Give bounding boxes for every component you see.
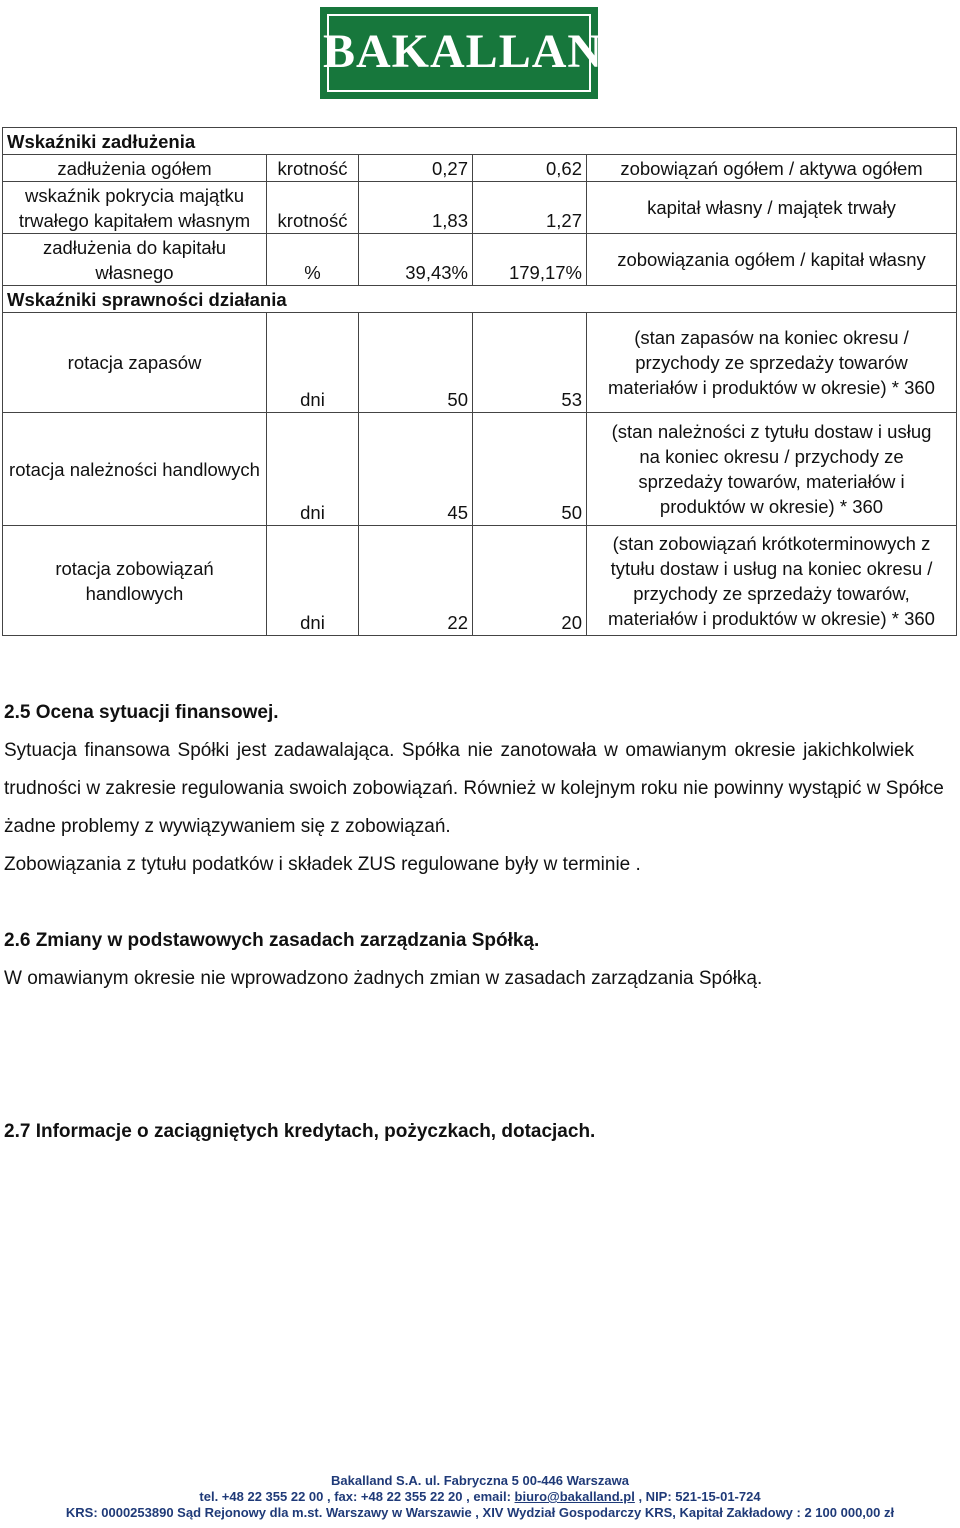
indicator-formula bbox=[587, 413, 957, 526]
logo-text: BAKALLAND bbox=[323, 25, 639, 78]
indicator-value-2: 53 bbox=[473, 313, 587, 413]
section-2-6-text: W omawianym okresie nie wprowadzono żadnych zmian w zasadach zarządzania Spółką. bbox=[4, 968, 763, 989]
indicator-unit: dni bbox=[267, 413, 359, 526]
table-row bbox=[3, 313, 957, 413]
indicators-table bbox=[2, 127, 957, 636]
indicator-value-2: 20 bbox=[473, 526, 587, 636]
indicator-name bbox=[3, 526, 267, 636]
indicator-name-line: własnego bbox=[95, 262, 174, 283]
indicator-name bbox=[3, 182, 267, 234]
section-2-5-line: żadne problemy z wywiązywaniem się z zobowiązań. bbox=[4, 816, 451, 837]
indicator-value-1: 0,27 bbox=[359, 155, 473, 182]
table-row bbox=[3, 234, 957, 286]
formula-line: na koniec okresu / przychody ze bbox=[639, 446, 904, 467]
indicator-formula: zobowiązania ogółem / kapitał własny bbox=[587, 234, 957, 286]
indicator-name-line: trwałego kapitałem własnym bbox=[18, 210, 251, 231]
table-row bbox=[3, 182, 957, 234]
footer-contact-text: tel. +48 22 355 22 00 , fax: +48 22 355 22 20 , email: bbox=[199, 1489, 515, 1504]
section-2-5-line: trudności w zakresie regulowania swoich zobowiązań. Również w kolejnym roku nie powinny wystąpić w Spółce bbox=[4, 778, 944, 799]
formula-line: materiałów i produktów w okresie) * 360 bbox=[608, 607, 935, 629]
indicator-name: rotacja należności handlowych bbox=[3, 413, 267, 526]
formula-line: produktów w okresie) * 360 bbox=[659, 496, 884, 517]
formula-line: materiałów i produktów w okresie) * 360 bbox=[608, 377, 935, 398]
indicator-value-2: 0,62 bbox=[473, 155, 587, 182]
formula-line: przychody ze sprzedaży towarów, bbox=[633, 582, 910, 604]
indicator-value-1: 1,83 bbox=[359, 182, 473, 234]
indicator-value-1: 45 bbox=[359, 413, 473, 526]
footer-registry: KRS: 0000253890 Sąd Rejonowy dla m.st. Warszawy w Warszawie , XIV Wydział Gospodarczy KRS, Kapitał Zakładowy : 2 100 000,00 zł bbox=[65, 1505, 895, 1520]
table-row bbox=[3, 413, 957, 526]
indicator-name bbox=[3, 234, 267, 286]
indicator-formula: kapitał własny / majątek trwały bbox=[587, 182, 957, 234]
indicator-value-1: 39,43% bbox=[359, 234, 473, 286]
section-2-5-line: Sytuacja finansowa Spółki jest zadawalająca. Spółka nie zanotowała w omawianym okresie jakichkolwiek bbox=[4, 740, 914, 761]
footer-contact bbox=[0, 1489, 960, 1504]
indicator-formula: zobowiązań ogółem / aktywa ogółem bbox=[587, 155, 957, 182]
indicator-unit: dni bbox=[267, 526, 359, 636]
formula-line: przychody ze sprzedaży towarów bbox=[635, 352, 908, 373]
indicator-unit: krotność bbox=[267, 155, 359, 182]
footer-nip-text: , NIP: 521-15-01-724 bbox=[634, 1489, 761, 1504]
indicator-name-line: wskaźnik pokrycia majątku bbox=[25, 185, 244, 206]
indicator-unit: % bbox=[267, 234, 359, 286]
section-2-7-heading: 2.7 Informacje o zaciągniętych kredytach, pożyczkach, dotacjach. bbox=[4, 1121, 596, 1142]
bakalland-logo bbox=[320, 7, 639, 99]
section-efficiency-title: Wskaźniki sprawności działania bbox=[3, 286, 957, 313]
section-2-5-line: Zobowiązania z tytułu podatków i składek ZUS regulowane były w terminie . bbox=[4, 854, 641, 875]
indicator-formula bbox=[587, 526, 957, 636]
formula-line: tytułu dostaw i usług na koniec okresu / bbox=[610, 557, 933, 579]
footer-email-link[interactable]: biuro@bakalland.pl bbox=[514, 1489, 635, 1504]
formula-line: (stan zapasów na koniec okresu / bbox=[634, 327, 909, 348]
indicator-name-line: rotacja zobowiązań bbox=[55, 557, 214, 579]
table-row bbox=[3, 526, 957, 636]
indicator-formula bbox=[587, 313, 957, 413]
formula-line: (stan zobowiązań krótkoterminowych z bbox=[612, 532, 931, 554]
indicator-value-1: 22 bbox=[359, 526, 473, 636]
indicator-value-2: 1,27 bbox=[473, 182, 587, 234]
indicator-name-line: zadłużenia do kapitału bbox=[42, 237, 227, 258]
indicator-name: rotacja zapasów bbox=[3, 313, 267, 413]
section-debt-title: Wskaźniki zadłużenia bbox=[3, 128, 957, 155]
footer-address: Bakalland S.A. ul. Fabryczna 5 00-446 Warszawa bbox=[331, 1473, 629, 1488]
section-2-6-heading: 2.6 Zmiany w podstawowych zasadach zarządzania Spółką. bbox=[4, 930, 540, 951]
table-row bbox=[3, 155, 957, 182]
indicator-unit: dni bbox=[267, 313, 359, 413]
indicator-name: zadłużenia ogółem bbox=[3, 155, 267, 182]
indicator-name-line: handlowych bbox=[85, 582, 184, 604]
indicator-value-2: 179,17% bbox=[473, 234, 587, 286]
formula-line: (stan należności z tytułu dostaw i usług bbox=[611, 421, 932, 442]
formula-line: sprzedaży towarów, materiałów i bbox=[638, 471, 905, 492]
indicator-unit: krotność bbox=[267, 182, 359, 234]
section-2-5-heading: 2.5 Ocena sytuacji finansowej. bbox=[4, 702, 279, 723]
indicator-value-2: 50 bbox=[473, 413, 587, 526]
indicator-value-1: 50 bbox=[359, 313, 473, 413]
